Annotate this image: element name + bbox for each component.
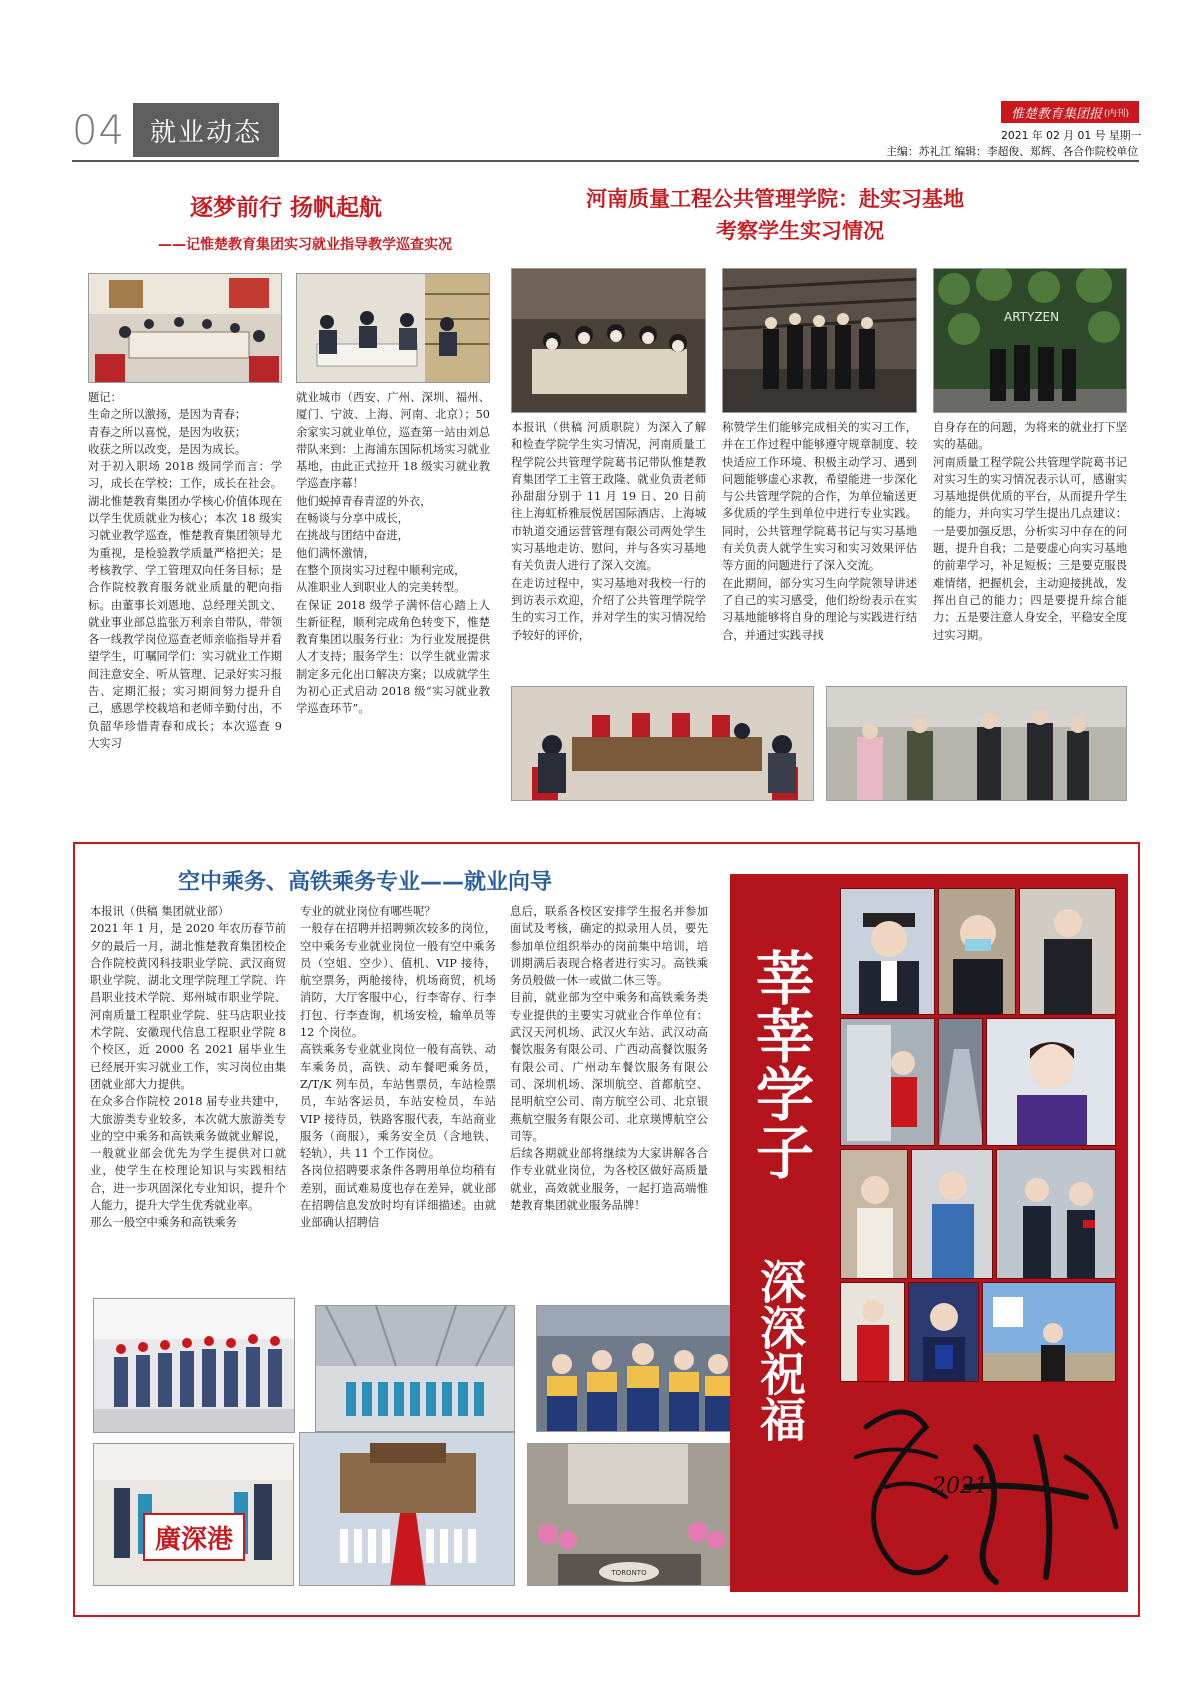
article2-column-2: 称赞学生们能够完成相关的实习工作，并在工作过程中能够遵守规章制度、较快适应工作环境、积极主动学习、遇到问题能够虚心求教，希望能进一步深化与公共管理学院的合作，为单位输送更多优质的学生到单位中进行专业实践。同时，公共管理学院葛书记与实习基地有关负责人就学生实习和实习效果评估等方面的问题进行了深入交流。 在此期间，部分实习生向学院领导讲述了自己的实习感受，他们纷纷表示在实习基地能够将自身的理论与实践进行结合，并通过实践寻找: [722, 421, 917, 642]
uniform-student-photo: [1019, 888, 1116, 1015]
floor-logo-text: TORONTO: [611, 1569, 647, 1577]
article2-title-line2: 考察学生实习情况: [716, 219, 884, 243]
greeting-line-2: [745, 1258, 815, 1454]
greeting-line-1: [740, 948, 820, 1191]
meeting-room-photo: [88, 273, 282, 383]
station-lineup-photo: [315, 1305, 515, 1432]
article1-title: 逐梦前行 扬帆起航: [190, 195, 383, 221]
cabin-crew-walking-photo: [93, 1298, 295, 1433]
boardroom-red-chairs-photo: [511, 686, 814, 801]
greeting-line-1-text: 莘莘学子: [746, 948, 814, 1180]
lobby-flowers-photo: [527, 1443, 730, 1586]
masthead-title: 惟楚教育集团报: [1010, 106, 1102, 122]
editors-line: 主编：苏礼江 编辑：李超俊、郑辉、各合作院校单位: [886, 145, 1138, 158]
article3-column-2: 专业的就业岗位有哪些呢？ 一般存在招聘并招聘频次较多的岗位，空中乘务专业就业岗位一般有空中乘务员（空姐、空少）、值机、VIP 接待，航空票务，两舱接待，机场商贸，机场消防，大厅客服中心，行李寄存、行李打包、行李查询，机场安检，输单员等 12 个岗位。 高铁乘务专业就业岗位一般有高铁、动车乘务员，高铁、动车餐吧乘务员，Z/T/K 列车员，车站售票员，车站检票员，车站客运员，车站安检员，车站 VIP 接待员，铁路客服代表，车站商业服务（商服），乘务安全员（含地铁、轻轨），共 11 个工作岗位。 各岗位招聘要求条件各聘用单位均稍有差别，面试难易度也存在差异，就业部在招聘信息发放时均有详细描述。由就业部确认招聘信: [300, 905, 496, 1230]
header-rule: [72, 160, 1139, 162]
ox-year-text: 牛年: [1065, 1557, 1087, 1570]
pilot-portrait-photo: [840, 888, 935, 1015]
train-crew-photo: [536, 1305, 731, 1432]
office-meeting-photo: [296, 273, 490, 383]
artyzen-sign: ARTYZEN: [1004, 310, 1060, 324]
hotel-meeting-photo: [511, 268, 706, 413]
train-corridor-photo: [938, 1018, 983, 1146]
masthead-logo: [1001, 101, 1139, 123]
train-door-attendant-photo: [840, 1018, 935, 1146]
date-line: 2021 年 02 月 01 号 星期一: [1001, 129, 1142, 142]
banner-text: 廣深港: [154, 1525, 234, 1555]
red-carpet-ceremony-photo: [299, 1432, 515, 1586]
purple-uniform-portrait-photo: [986, 1018, 1116, 1146]
article3-column-1: 本报讯（供稿 集团就业部） 2021 年 1 月，是 2020 年农历春节前夕的最后一月，湖北惟楚教育集团校企合作院校黄冈科技职业学院、武汉商贸职业学院、湖北文理学院理工学院、许昌职业技术学院、郑州城市职业学院、河南质量工程职业学院、驻马店职业技术学院、安徽现代信息工程职业学院 8 个校区，近 2000 名 2021 届毕业生已经展开实习就业工作，实习岗位由集团就业部大力提供。 在众多合作院校 2018 届专业共建中，大旅游类专业较多，本次就大旅游类专业的空中乘务和高铁乘务做就业解说，一般就业部会优先为学生提供对口就业，使学生在校理论知识与实践相结合，进一步巩固深化专业知识，提升个人能力，提升大学生优秀就业率。 那么一般空中乘务和高铁乘务: [90, 905, 286, 1230]
article1-subtitle: ——记惟楚教育集团实习就业指导教学巡查实况: [158, 237, 452, 253]
section-title: 就业动态: [133, 103, 279, 157]
article3-title: 空中乘务、高铁乘务专业——就业向导: [178, 870, 553, 895]
hallway-conversation-photo: [826, 686, 1127, 801]
blue-uniform-photo: [911, 1149, 993, 1279]
masthead-note: (内刊): [1103, 108, 1130, 119]
article1-column-2: 就业城市（西安、广州、深圳、福州、厦门、宁波、上海、河南、北京）；50 余家实习就业单位，巡查第一站由刘总带队来到：上海浦东国际机场实习就业基地，由此正式拉开 18 级实习就业教学巡查序幕！ 他们蜕掉青春青涩的外衣， 在畅谈与分享中成长， 在挑战与团结中奋进， 他们满怀激情， 在整个顶岗实习过程中顺利完成， 从准职业人到职业人的完美转型。 在保证 2018 级学子满怀信心踏上人生新征程，顺利完成角色转变下，惟楚教育集团以服务行业：为行业发展提供人才支持；服务学生：以学生就业需求制定多元化出口解决方案；以成就学生为初心正式启动 2018 级“实习就业教学巡查环节”。: [296, 391, 490, 716]
article2-column-3: 自身存在的问题，为将来的就业打下坚实的基础。 河南质量工程学院公共管理学院葛书记对实习生的实习情况表示认可，感谢实习基地提供优质的平台，从而提升学生的能力，并向实习学生提出几点建议：一是要加强反思，分析实习中存在的问题，提升自我；二是要虚心向实习基地的前辈学习，补足短板；三是要克服畏难情绪，把握机会，主动迎接挑战，发挥出自己的能力；四是要提升综合能力；五是要注意人身安全，平稳安全度过实习期。: [933, 421, 1127, 642]
ticket-holder-photo: [840, 1282, 905, 1382]
year-of-ox-calligraphy: [836, 1387, 1128, 1592]
runway-sign-photo: [982, 1282, 1116, 1382]
year-text: 2021: [932, 1474, 988, 1499]
article1-column-1: 题记： 生命之所以激扬，是因为青春； 青春之所以喜悦，是因为收获； 收获之所以改变，是因为成长。 对于初入职场 2018 级同学而言：学习，成长在学校；工作，成长在社会。湖北惟楚教育集团办学核心价值体现在以学生优质就业为核心；本次 18 级实习就业教学巡查，惟楚教育集团领导尤为重视，是检验教学质量严格把关；是考核教学、学工管理双向任务目标；是合作院校教育服务就业质量的靶向指标。由董事长刘恩地、总经理关凯文、就业事业部总监张万利亲自带队，带领各一线教学岗位巡查老师亲临指导并看望学生，叮嘱同学们：实习就业工作期间注意安全、听从管理、记录好实习报告、定期汇报；实习期间努力提升自己，感恩学校栽培和老师辛勤付出，不负韶华珍惜青春和成长；本次巡查 9 大实习: [88, 391, 282, 750]
guangshengang-banner-photo: [93, 1443, 294, 1586]
masked-student-photo: [938, 888, 1016, 1015]
corridor-visit-photo: [722, 268, 917, 413]
article2-title-line1: 河南质量工程公共管理学院：赴实习基地: [586, 187, 964, 211]
green-wall-group-photo: [933, 268, 1127, 413]
page-number: 04: [72, 108, 125, 154]
article3-column-3: 息后，联系各校区安排学生报名并参加面试及考核，确定的拟录用人员，要先参加单位组织举办的岗前集中培训，培训期满后表现合格者进行实习。高铁乘务员般做一休一或做二休三等。 目前，就业部为空中乘务和高铁乘务类专业提供的主要实习就业合作单位有：武汉天河机场、武汉火车站、武汉动高餐饮服务有限公司、广西动高餐饮服务有限公司、广州动车餐饮服务有限公司、深圳机场、深圳航空、首都航空、昆明航空公司、南方航空公司、北京银燕航空服务有限公司、北京瑛博航空公司等。 后续各期就业部将继续为大家讲解各合作专业就业岗位，为各校区做好高质量就业，高效就业服务，一起打造高端惟楚教育集团就业服务品牌！: [510, 905, 708, 1213]
passport-portrait-photo: [908, 1282, 979, 1382]
selfie-photo: [840, 1149, 908, 1279]
article2-column-1: 本报讯（供稿 河质职院）为深入了解和检查学院学生实习情况，河南质量工程学院公共管理学院葛书记带队惟楚教育集团学工主管王政隆、就业负责老师孙甜甜分别于 11 月 19 日、20 日前往上海虹桥雅辰悦居国际酒店、上海城市轨道交通运营管理有限公司两处学生实习基地走访、慰问，并与各实习基地有关负责人进行了深入交流。 在走访过程中，实习基地对我校一行的到访表示欢迎，介绍了公共管理学院学生的实习工作，并对学生的实习情况给予较好的评价，: [511, 421, 706, 642]
cabin-service-photo: [996, 1149, 1116, 1279]
greeting-line-2-text: 深深祝福: [753, 1258, 807, 1442]
